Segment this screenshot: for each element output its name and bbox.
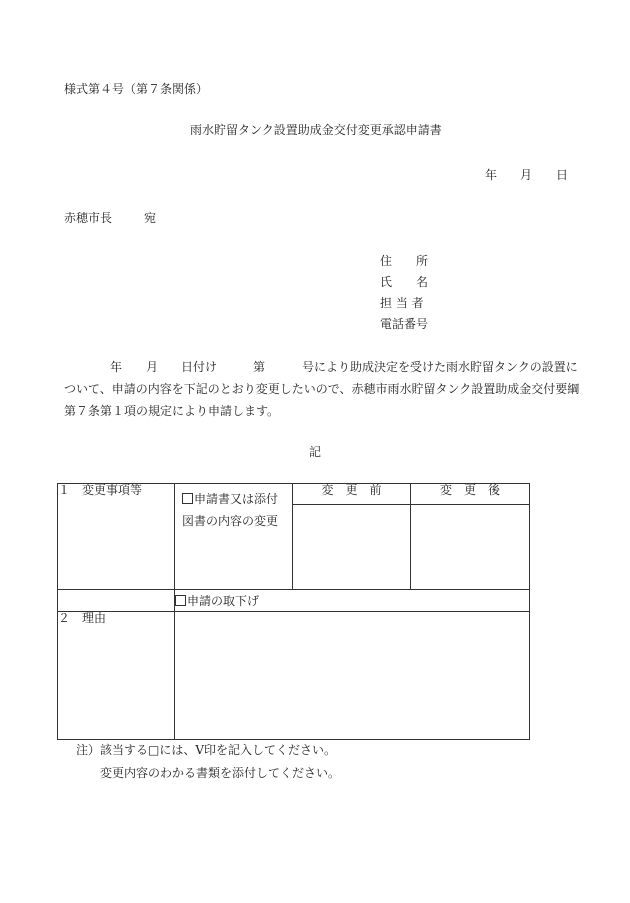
- body-year: 年: [110, 360, 123, 374]
- body-line2: ついて、申請の内容を下記のとおり変更したいので、赤穂市雨水貯留タンク設置助成金交付要綱: [64, 382, 580, 396]
- reason-label-cell: [58, 612, 175, 740]
- change-option-cell[interactable]: [175, 484, 293, 590]
- withdraw-option-label: 申請の取下げ: [187, 594, 260, 608]
- applicant-contact-label: 担 当 者: [380, 296, 424, 310]
- body-date-suffix: 日付け: [181, 360, 218, 374]
- date-day: 日: [556, 168, 569, 182]
- ki-heading: 記: [309, 445, 322, 459]
- body-number-prefix: 第: [253, 360, 266, 374]
- form-number: 様式第４号（第７条関係）: [64, 82, 209, 96]
- date-year: 年: [485, 168, 498, 182]
- change-option-label: 申請書又は添付図書の内容の変更: [182, 492, 279, 528]
- applicant-phone-label: 電話番号: [380, 317, 429, 331]
- reason-label: ２ 理由: [58, 611, 107, 625]
- applicant-address-label: 住 所: [380, 254, 429, 268]
- body-line3: 第７条第１項の規定により申請します。: [64, 404, 280, 418]
- change-items-empty-cell: [58, 590, 175, 612]
- applicant-name-label: 氏 名: [380, 275, 429, 289]
- note-line-2: 変更内容のわかる書類を添付してください。: [100, 766, 341, 780]
- change-items-label: １ 変更事項等: [58, 483, 143, 497]
- reason-value-cell[interactable]: [175, 612, 530, 740]
- before-value-cell[interactable]: [293, 505, 411, 590]
- change-request-table: [57, 483, 530, 740]
- document-title: 雨水貯留タンク設置助成金交付変更承認申請書: [190, 123, 442, 137]
- date-month: 月: [520, 168, 533, 182]
- addressee-name: 赤穂市長: [64, 211, 113, 225]
- after-header-cell: [411, 484, 530, 505]
- before-header-cell: [293, 484, 411, 505]
- after-header: 変 更 後: [439, 483, 500, 497]
- body-month: 月: [146, 360, 159, 374]
- addressee-honorific: 宛: [144, 211, 157, 225]
- withdraw-option-cell[interactable]: [175, 590, 530, 612]
- note-line-1: 注）該当する□には、V印を記入してください。: [76, 743, 337, 757]
- change-items-label-cell: [58, 484, 175, 590]
- before-header: 変 更 前: [321, 483, 382, 497]
- after-value-cell[interactable]: [411, 505, 530, 590]
- change-checkbox[interactable]: [182, 493, 193, 504]
- body-line1-rest: 号により助成決定を受けた雨水貯留タンクの設置に: [302, 360, 578, 374]
- withdraw-checkbox[interactable]: [175, 595, 186, 606]
